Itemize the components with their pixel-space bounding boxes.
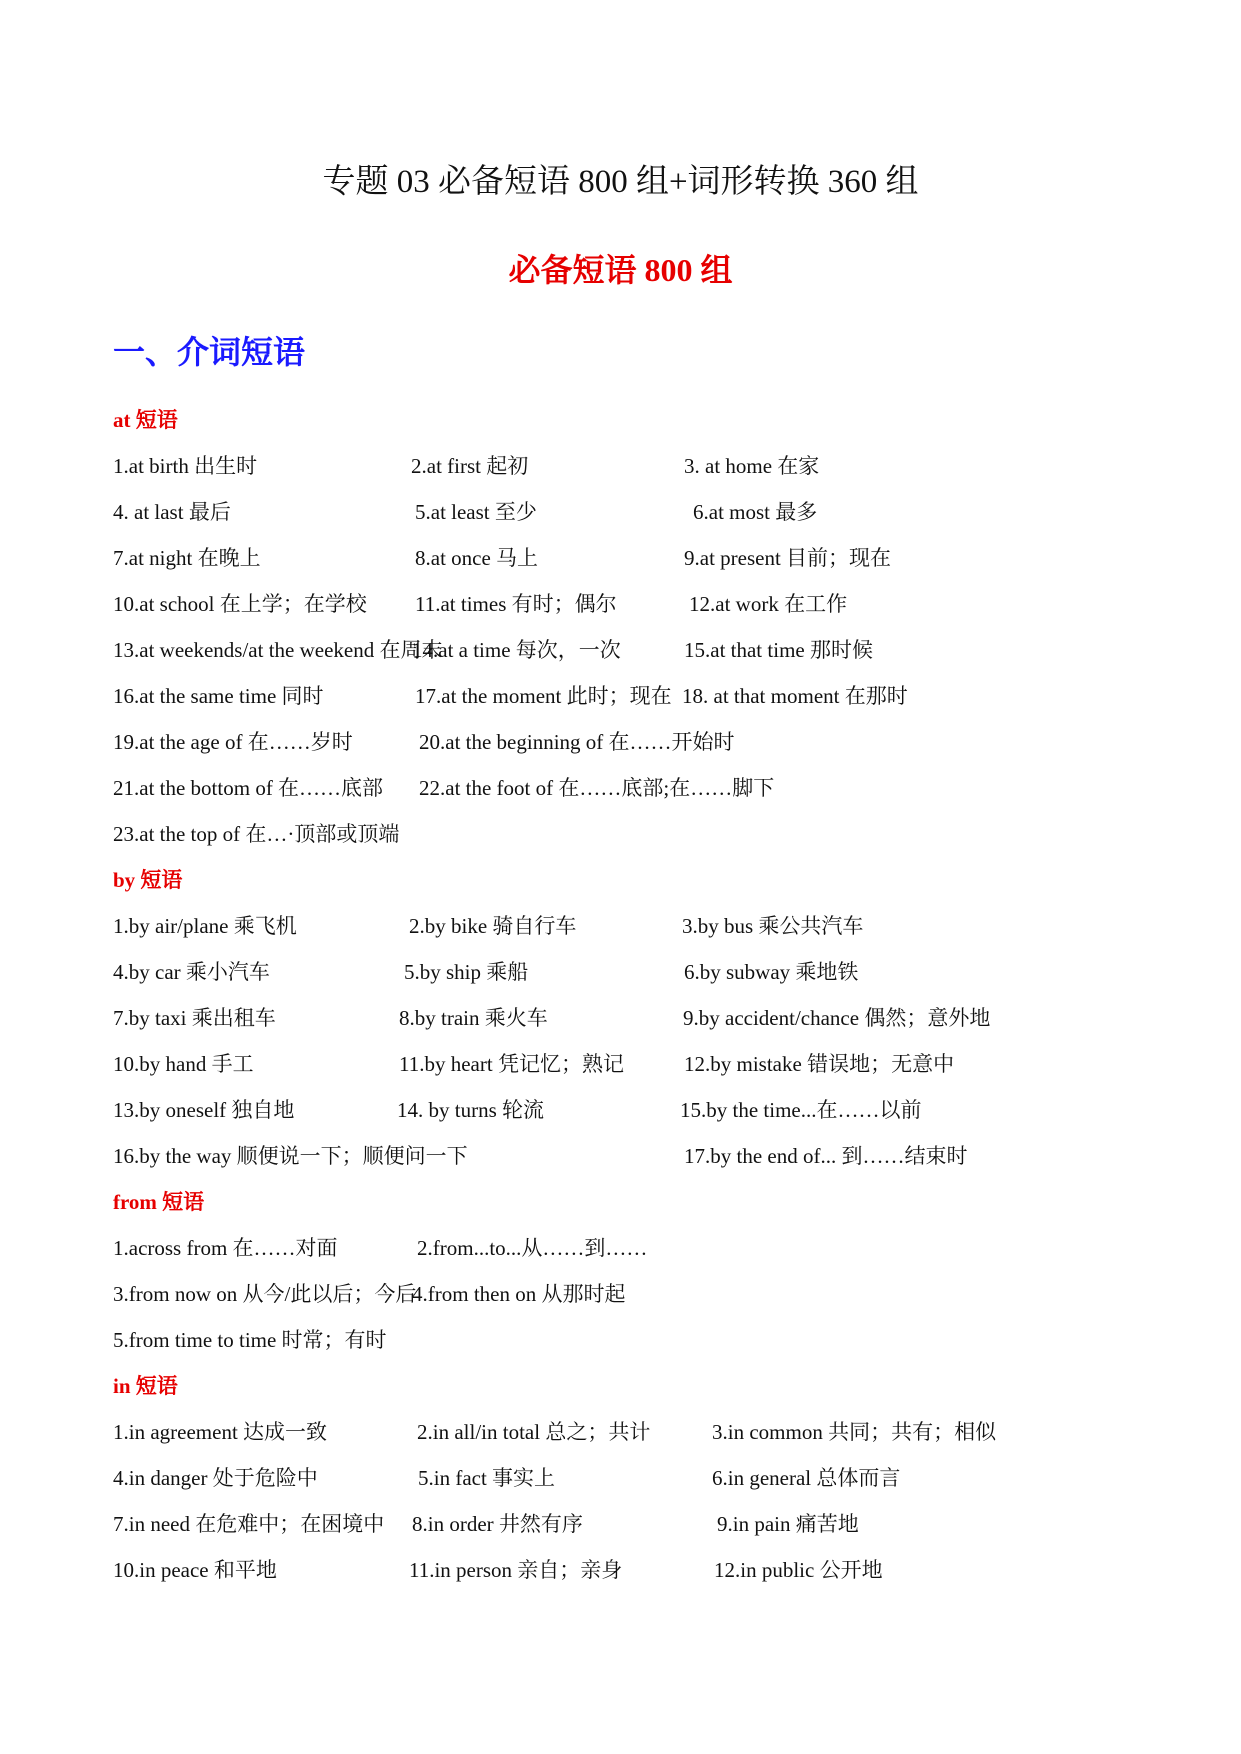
phrase-entry: 18. at that moment 在那时 [682, 684, 908, 708]
phrase-entry: 17.at the moment 此时；现在 [415, 684, 672, 708]
phrase-row [113, 1409, 1143, 1455]
section-heading: 一、介词短语 [113, 333, 306, 371]
document-title: 专题 03 必备短语 800 组+词形转换 360 组 [322, 164, 919, 200]
phrase-row [113, 581, 1143, 627]
phrase-row [113, 719, 1143, 765]
phrase-entry: 8.at once 马上 [415, 546, 539, 570]
phrase-entry: 22.at the foot of 在……底部;在……脚下 [419, 776, 775, 800]
phrase-entry: 5.at least 至少 [415, 500, 537, 524]
phrase-entry: 11.by heart 凭记忆；熟记 [399, 1052, 624, 1076]
phrase-row [113, 489, 1143, 535]
group-heading: by 短语 [113, 868, 183, 892]
phrase-entry: 11.at times 有时；偶尔 [415, 592, 617, 616]
phrase-entry: 3.by bus 乘公共汽车 [682, 914, 864, 938]
group-heading: at 短语 [113, 408, 178, 432]
phrase-entry: 10.in peace 和平地 [113, 1558, 277, 1582]
phrase-entry: 5.from time to time 时常；有时 [113, 1328, 387, 1352]
phrase-entry: 6.at most 最多 [693, 500, 818, 524]
phrase-row [113, 1271, 1143, 1317]
phrase-entry: 5.by ship 乘船 [404, 960, 529, 984]
phrase-row [113, 1547, 1143, 1593]
phrase-row [113, 1225, 1143, 1271]
phrase-entry: 12.in public 公开地 [714, 1558, 883, 1582]
phrase-entry: 1.by air/plane 乘飞机 [113, 914, 297, 938]
phrase-entry: 3.in common 共同；共有；相似 [712, 1420, 997, 1444]
phrase-entry: 15.by the time...在……以前 [680, 1098, 922, 1122]
phrase-entry: 2.by bike 骑自行车 [409, 914, 577, 938]
phrase-entry: 11.in person 亲自；亲身 [409, 1558, 623, 1582]
phrase-row [113, 1501, 1143, 1547]
phrase-entry: 15.at that time 那时候 [684, 638, 873, 662]
phrase-entry: 1.in agreement 达成一致 [113, 1420, 328, 1444]
phrase-entry: 1.across from 在……对面 [113, 1236, 338, 1260]
group-heading: from 短语 [113, 1190, 205, 1214]
phrase-entry: 9.in pain 痛苦地 [717, 1512, 859, 1536]
phrase-entry: 5.in fact 事实上 [418, 1466, 556, 1490]
phrase-entry: 14.at a time 每次，一次 [412, 638, 621, 662]
phrase-row [113, 673, 1143, 719]
phrase-row [113, 949, 1143, 995]
phrase-entry: 4.by car 乘小汽车 [113, 960, 270, 984]
phrase-entry: 13.by oneself 独自地 [113, 1098, 295, 1122]
phrase-row [113, 1133, 1143, 1179]
phrase-entry: 1.at birth 出生时 [113, 454, 258, 478]
phrase-entry: 4. at last 最后 [113, 500, 231, 524]
phrase-row [113, 1455, 1143, 1501]
phrase-entry: 3.from now on 从今/此以后；今后 [113, 1282, 417, 1306]
phrase-entry: 4.from then on 从那时起 [412, 1282, 626, 1306]
phrase-entry: 14. by turns 轮流 [397, 1098, 544, 1122]
phrase-entry: 4.in danger 处于危险中 [113, 1466, 318, 1490]
phrase-entry: 17.by the end of... 到……结束时 [684, 1144, 968, 1168]
phrase-entry: 19.at the age of 在……岁时 [113, 730, 353, 754]
phrase-row [113, 903, 1143, 949]
phrase-row [113, 1041, 1143, 1087]
phrase-entry: 10.by hand 手工 [113, 1052, 254, 1076]
phrase-entry: 9.at present 目前；现在 [684, 546, 892, 570]
phrase-entry: 2.at first 起初 [411, 454, 529, 478]
phrase-entry: 7.by taxi 乘出租车 [113, 1006, 276, 1030]
phrase-row [113, 765, 1143, 811]
phrase-row [113, 811, 1143, 857]
phrase-entry: 2.in all/in total 总之；共计 [417, 1420, 651, 1444]
phrase-entry: 23.at the top of 在…·顶部或顶端 [113, 822, 400, 846]
document-subtitle: 必备短语 800 组 [508, 252, 733, 288]
phrase-entry: 3. at home 在家 [684, 454, 820, 478]
phrase-entry: 6.in general 总体而言 [712, 1466, 901, 1490]
phrase-entry: 13.at weekends/at the weekend 在周末 [113, 638, 443, 662]
phrase-row [113, 1317, 1143, 1363]
phrase-list [113, 397, 1143, 1593]
phrase-entry: 6.by subway 乘地铁 [684, 960, 859, 984]
phrase-entry: 16.by the way 顺便说一下；顺便问一下 [113, 1144, 468, 1168]
phrase-entry: 16.at the same time 同时 [113, 684, 324, 708]
phrase-entry: 7.in need 在危难中；在困境中 [113, 1512, 385, 1536]
phrase-entry: 2.from...to...从……到…… [417, 1236, 648, 1260]
phrase-entry: 12.at work 在工作 [689, 592, 848, 616]
phrase-row [113, 535, 1143, 581]
group-heading: in 短语 [113, 1374, 178, 1398]
phrase-entry: 12.by mistake 错误地；无意中 [684, 1052, 955, 1076]
phrase-entry: 8.by train 乘火车 [399, 1006, 548, 1030]
phrase-row [113, 443, 1143, 489]
phrase-row [113, 1087, 1143, 1133]
phrase-entry: 20.at the beginning of 在……开始时 [419, 730, 735, 754]
phrase-entry: 8.in order 井然有序 [412, 1512, 583, 1536]
phrase-entry: 9.by accident/chance 偶然；意外地 [683, 1006, 991, 1030]
phrase-entry: 21.at the bottom of 在……底部 [113, 776, 384, 800]
phrase-row [113, 627, 1143, 673]
phrase-entry: 7.at night 在晚上 [113, 546, 261, 570]
phrase-row [113, 995, 1143, 1041]
phrase-entry: 10.at school 在上学；在学校 [113, 592, 367, 616]
